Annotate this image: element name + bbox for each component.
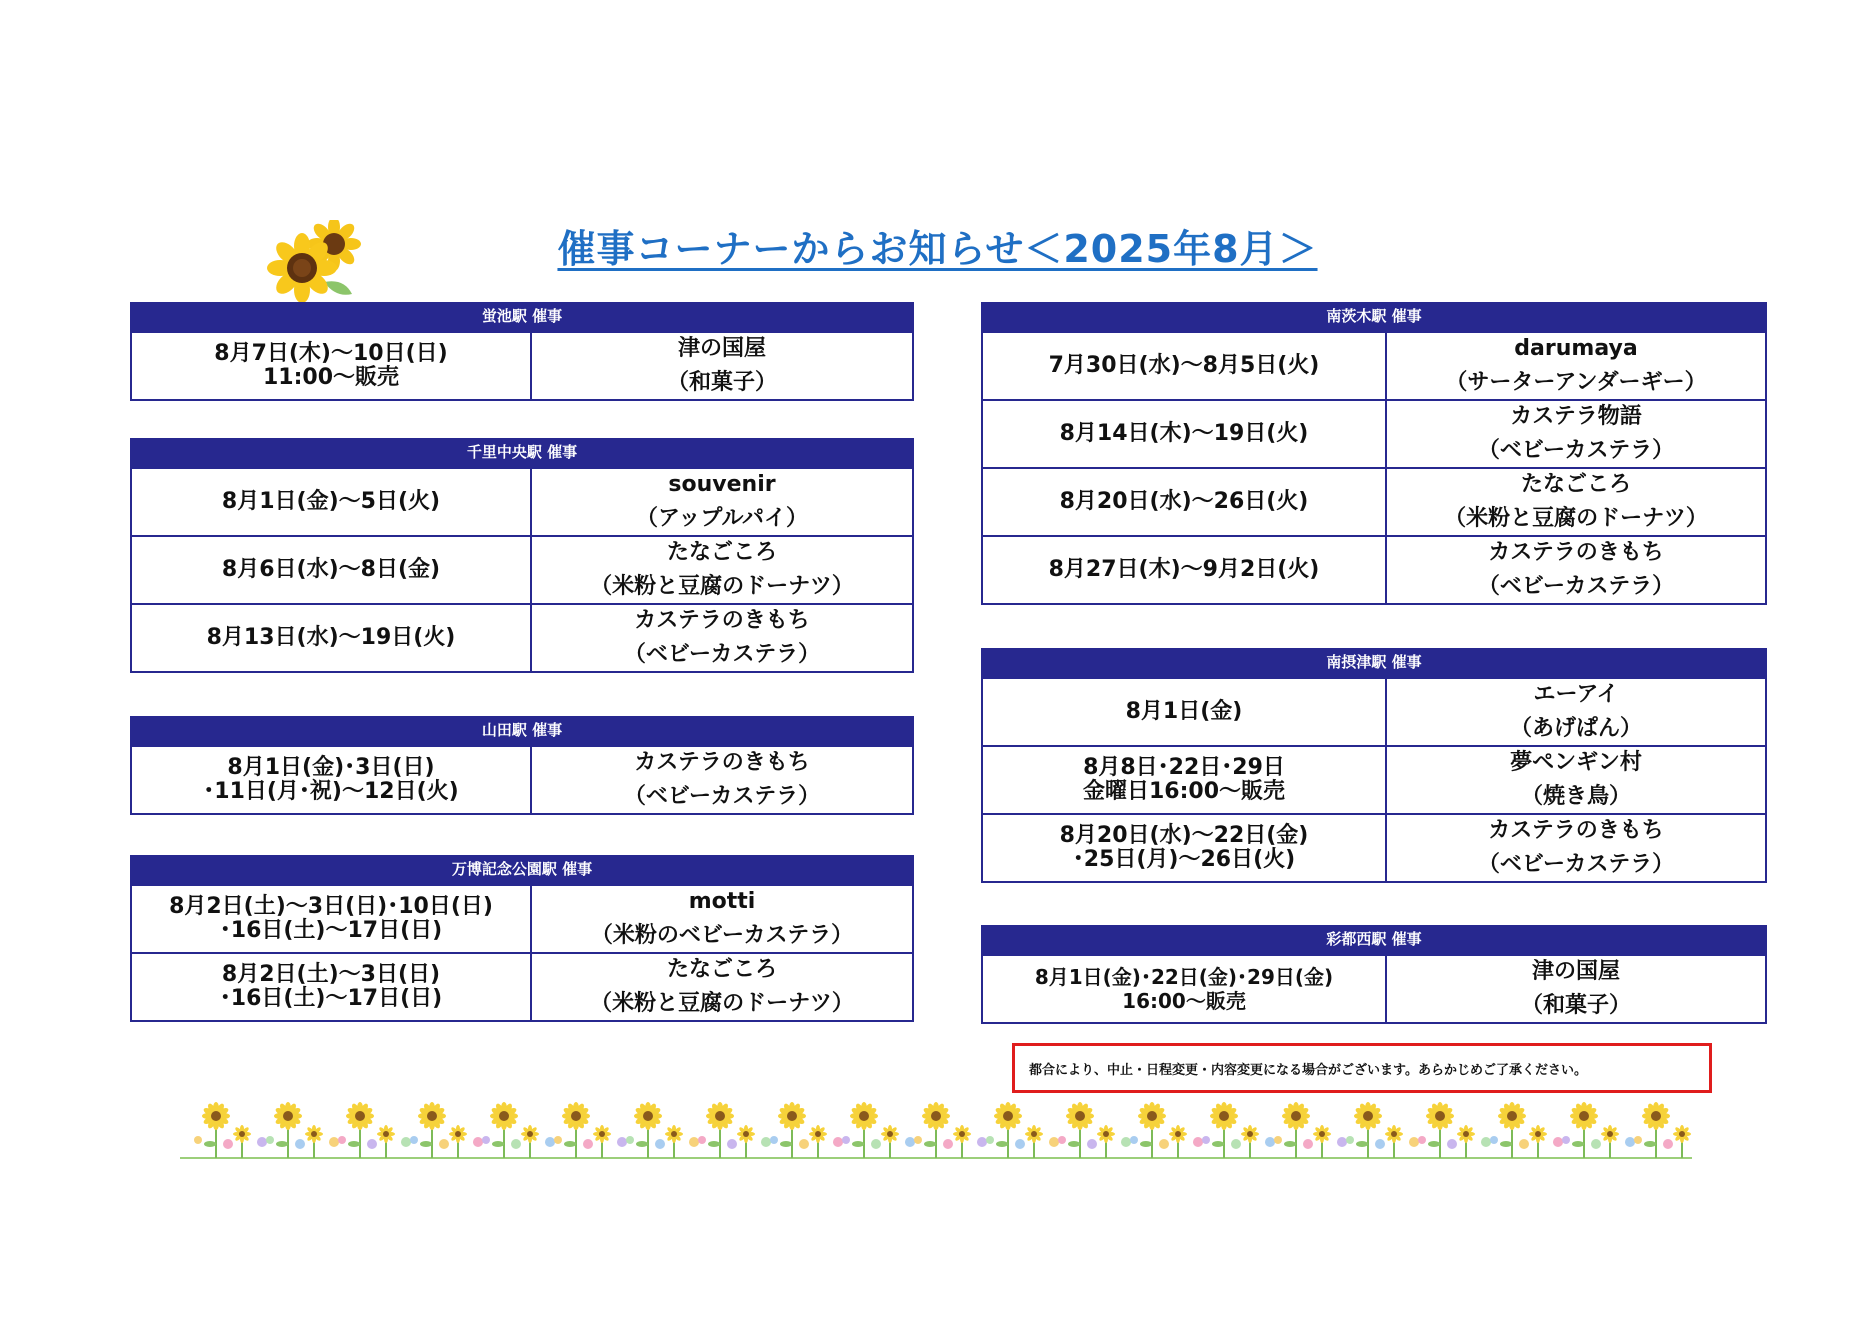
shop-name: カステラのきもち [1488,540,1664,565]
shop-name: たなごころ [1520,472,1631,497]
date-line: 金曜日16:00～販売 [1082,779,1286,804]
date-cell [132,605,532,671]
date-line: 8月2日(土)～3日(日)･10日(日) [169,894,493,919]
date-line: 11:00～販売 [262,365,400,390]
date-cell [983,956,1387,1022]
shop-name: カステラのきもち [634,608,810,633]
shop-item: （ベビーカステラ） [623,642,821,667]
shop-name: エーアイ [1533,682,1619,707]
date-cell [983,537,1387,603]
date-line: 8月7日(木)～10日(日) [214,341,448,366]
shop-name: motti [688,889,756,914]
date-cell [983,747,1387,813]
shop-item: （米粉と豆腐のドーナツ） [590,991,854,1016]
date-line: 8月20日(水)～26日(火) [1059,489,1309,514]
section-minamisettsu [981,648,1767,883]
date-cell [132,747,532,813]
shop-item: （ベビーカステラ） [1477,574,1675,599]
section-header: 南摂津駅 催事 [981,648,1767,677]
date-line: ･16日(土)～17日(日) [219,918,443,943]
shop-name: カステラ物語 [1510,404,1642,429]
shop-cell [1387,815,1765,881]
shop-name: darumaya [1514,336,1638,361]
shop-item: （和菓子） [1520,993,1631,1018]
date-cell [983,815,1387,881]
sunflower-icon [264,220,364,304]
date-line: 8月8日･22日･29日 [1083,755,1285,780]
shop-cell [532,469,912,535]
section-header: 万博記念公園駅 催事 [130,855,914,884]
section-yamada [130,716,914,815]
date-line: 8月13日(水)～19日(火) [206,625,456,650]
shop-item: （ベビーカステラ） [623,784,821,809]
shop-name: 夢ペンギン村 [1510,750,1642,775]
shop-cell [1387,956,1765,1022]
date-cell [983,469,1387,535]
shop-name: たなごころ [666,957,777,982]
shop-cell [532,886,912,952]
date-line: 8月14日(木)～19日(火) [1059,421,1309,446]
shop-cell [1387,469,1765,535]
date-cell [983,679,1387,745]
shop-cell [532,954,912,1020]
shop-item: （米粉と豆腐のドーナツ） [590,574,854,599]
date-line: ･16日(土)～17日(日) [219,986,443,1011]
shop-name: たなごころ [666,540,777,565]
date-line: ･25日(月)～26日(火) [1072,847,1296,872]
shop-item: （米粉のベビーカステラ） [590,923,854,948]
shop-item: （ベビーカステラ） [1477,438,1675,463]
date-line: 8月1日(金)･3日(日) [227,755,435,780]
section-header: 彩都西駅 催事 [981,925,1767,954]
date-line: 7月30日(水)～8月5日(火) [1048,353,1320,378]
shop-cell [1387,333,1765,399]
date-cell [983,401,1387,467]
page-title: 催事コーナーからお知らせ＜2025年8月＞ [557,227,1318,271]
date-line: ･11日(月･祝)～12日(火) [203,779,459,804]
shop-cell [1387,537,1765,603]
shop-cell [1387,747,1765,813]
date-line: 8月27日(木)～9月2日(火) [1048,557,1320,582]
shop-name: カステラのきもち [634,750,810,775]
sunflower-border-illustration [180,1100,1692,1162]
date-line: 8月1日(金)～5日(火) [221,489,441,514]
section-banpaku [130,855,914,1022]
date-cell [132,954,532,1020]
date-line: 8月1日(金)･22日(金)･29日(金) [1034,965,1334,989]
date-cell [132,469,532,535]
shop-cell [1387,679,1765,745]
section-hotarugaike [130,302,914,401]
section-senri [130,438,914,673]
shop-name: souvenir [668,472,776,497]
shop-name: カステラのきもち [1488,818,1664,843]
shop-cell [532,333,912,399]
shop-cell [532,605,912,671]
date-cell [983,333,1387,399]
date-line: 16:00～販売 [1122,989,1246,1013]
date-cell [132,537,532,603]
date-line: 8月6日(水)～8日(金) [221,557,441,582]
section-header: 蛍池駅 催事 [130,302,914,331]
date-cell [132,886,532,952]
notice-box: 都合により、中止・日程変更・内容変更になる場合がございます。あらかじめご了承ください。 [1012,1043,1712,1093]
shop-item: （ベビーカステラ） [1477,852,1675,877]
shop-cell [532,537,912,603]
date-cell [132,333,532,399]
date-line: 8月1日(金) [1125,699,1243,724]
shop-item: （焼き鳥） [1520,784,1631,809]
section-header: 千里中央駅 催事 [130,438,914,467]
section-header: 山田駅 催事 [130,716,914,745]
shop-item: （あげぱん） [1509,716,1642,741]
section-minamiibaraki [981,302,1767,605]
section-header: 南茨木駅 催事 [981,302,1767,331]
shop-item: （米粉と豆腐のドーナツ） [1444,506,1708,531]
shop-name: 津の国屋 [677,336,766,361]
shop-name: 津の国屋 [1531,959,1620,984]
section-saitonishi [981,925,1767,1024]
shop-cell [1387,401,1765,467]
date-line: 8月20日(水)～22日(金) [1059,823,1309,848]
shop-cell [532,747,912,813]
shop-item: （アップルパイ） [635,506,809,531]
shop-item: （サーターアンダーギー） [1445,370,1707,395]
shop-item: （和菓子） [666,370,777,395]
date-line: 8月2日(土)～3日(日) [221,962,441,987]
